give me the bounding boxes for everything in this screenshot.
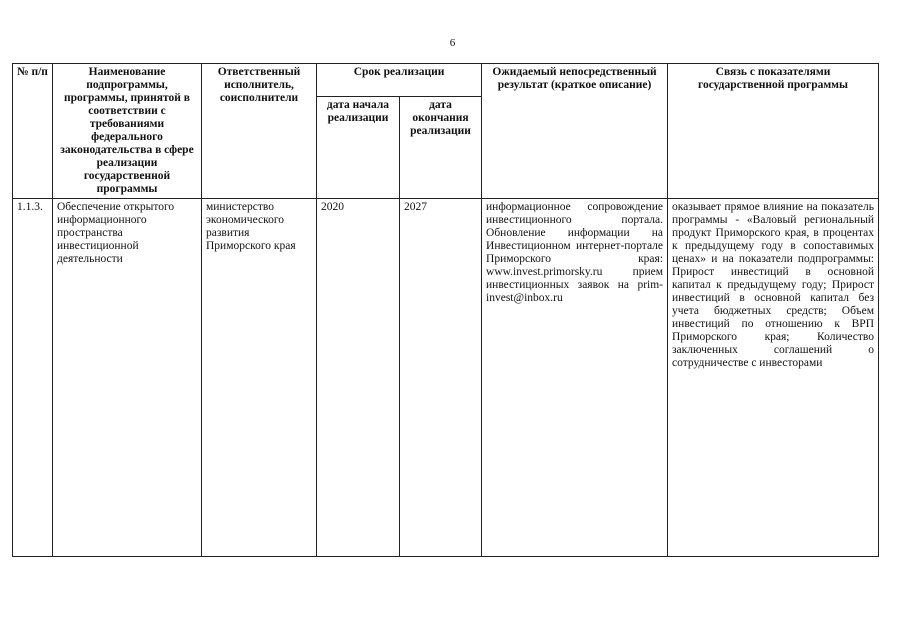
header-end: дата окончания реализации bbox=[400, 97, 482, 199]
header-name: Наименование подпрограммы, программы, принятой в соответствии с требованиями федерального законодательства в сфере реализации государственной программы bbox=[53, 64, 202, 199]
header-result: Ожидаемый непосредственный результат (краткое описание) bbox=[482, 64, 668, 199]
page-number: 6 bbox=[449, 37, 456, 49]
header-responsible: Ответственный исполнитель, соисполнители bbox=[202, 64, 317, 199]
program-table bbox=[12, 63, 879, 557]
header-link: Связь с показателями государственной программы bbox=[668, 64, 879, 199]
header-start: дата начала реализации bbox=[317, 97, 400, 199]
cell-result: информационное сопровождение инвестиционного портала. Обновление информации на Инвестиционном интернет-портале Приморского края: www.invest.primorsky.ru прием инвестиционных заявок на prim-invest@inbox.ru bbox=[482, 199, 668, 557]
header-num: № п/п bbox=[13, 64, 53, 199]
header-period: Срок реализации bbox=[317, 64, 482, 97]
cell-link: оказывает прямое влияние на показатель программы - «Валовый региональный продукт Приморского края, в процентах к предыдущему году в сопоставимых ценах» и на показатели подпрограммы: Прирост инвестиций в основной капитал к предыдущему году; Прирост инвестиций в основной капитал без учета бюджетных средств; Объем инвестиций по отношению к ВРП Приморского края; Количество заключенных соглашений о сотрудничестве с инвесторами bbox=[668, 199, 879, 557]
header-row bbox=[13, 64, 879, 97]
table-row bbox=[13, 199, 879, 557]
cell-num: 1.1.3. bbox=[13, 199, 53, 557]
cell-name: Обеспечение открытого информационного пространства инвестиционной деятельности bbox=[53, 199, 202, 557]
cell-start: 2020 bbox=[317, 199, 400, 557]
cell-end: 2027 bbox=[400, 199, 482, 557]
cell-responsible: министерство экономического развития Приморского края bbox=[202, 199, 317, 557]
